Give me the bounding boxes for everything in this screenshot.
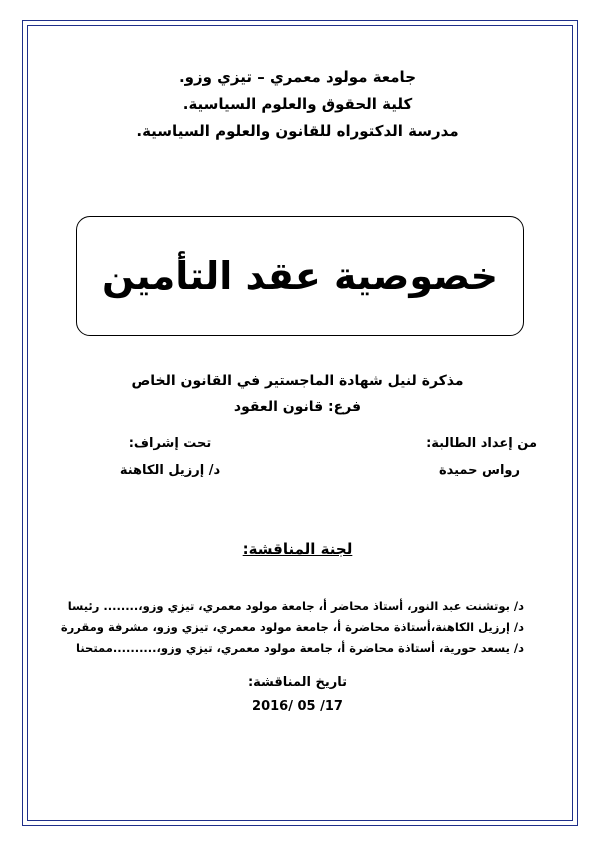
defense-date <box>0 671 595 719</box>
university-name: جامعة مولود معمري – تيزي وزو. <box>178 68 417 86</box>
doctoral-school-name: مدرسة الدكتوراه للقانون والعلوم السياسية. <box>136 122 459 140</box>
defense-date-value: 2016/ 05 /17 <box>252 699 343 714</box>
committee-heading: لجنة المناقشة: <box>242 540 353 558</box>
committee-member: د/ يسعد حورية، أستاذة محاضرة أ، جامعة مولود معمري، تيزي وزو،..........ممتحنا <box>76 641 524 655</box>
committee-members <box>44 596 524 659</box>
title-box <box>76 216 524 336</box>
student-name: رواس حميدة <box>438 463 520 478</box>
university-header <box>0 64 595 145</box>
supervisor-name: د/ إرزيل الكاهنة <box>119 463 221 478</box>
degree-info <box>0 368 595 420</box>
faculty-name: كلية الحقوق والعلوم السياسية. <box>182 95 413 113</box>
prepared-by-label: من إعداد الطالبة: <box>426 436 537 451</box>
defense-date-label: تاريخ المناقشة: <box>247 675 348 690</box>
committee-member: د/ بوتشنت عبد النور، أستاذ محاضر أ، جامعة مولود معمري، تيزي وزو،........ رئيسا <box>67 599 524 613</box>
supervisor-label: تحت إشراف: <box>128 436 212 451</box>
thesis-title: خصوصية عقد التأمين <box>102 254 498 298</box>
degree-line: مذكرة لنيل شهادة الماجستير في القانون الخاص <box>131 373 464 389</box>
branch-line: فرع: قانون العقود <box>233 399 362 415</box>
committee-member: د/ إرزيل الكاهنة،أستاذة محاضرة أ، جامعة مولود معمري، تيزي وزو، مشرفة ومقررة <box>60 620 524 634</box>
